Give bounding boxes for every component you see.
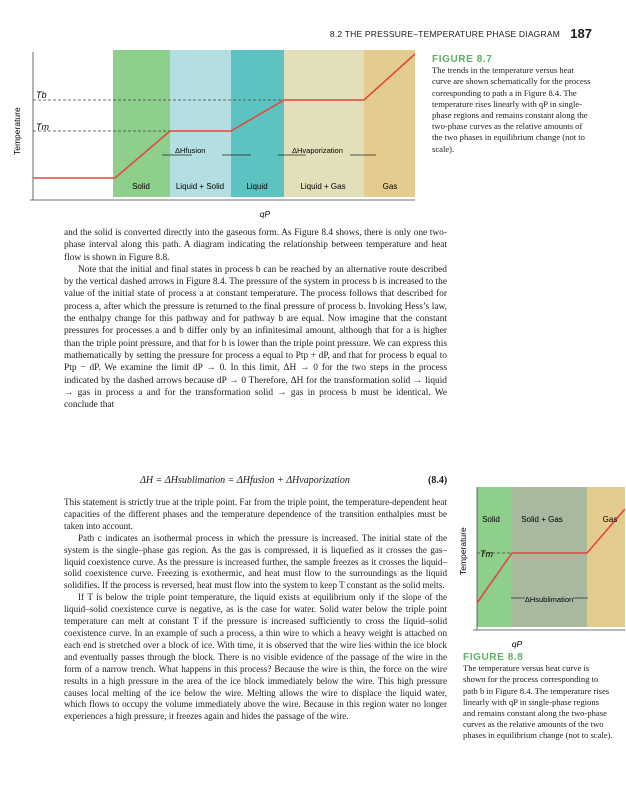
- figure-8-8: [455, 487, 625, 652]
- fig87-label-solid: Solid: [132, 182, 150, 191]
- fig87-y-label: Temperature: [12, 107, 22, 155]
- equation-8-4: ΔH = ΔHsublimation = ΔHfusion + ΔHvaporization: [140, 475, 350, 486]
- header-title: 8.2 THE PRESSURE–TEMPERATURE PHASE DIAGRAM: [329, 29, 560, 39]
- figure-8-7: [10, 50, 415, 225]
- fig87-label-liquid-solid: Liquid + Solid: [175, 182, 225, 191]
- region-gas-bg: [364, 50, 415, 197]
- fig87-dh-vaporization: ΔHvaporization: [292, 146, 343, 155]
- body-text-upper: [64, 227, 447, 411]
- fig88-regions: [477, 487, 625, 627]
- region-liquid-solid-bg: [170, 50, 231, 197]
- fig88-region-gas-bg: [587, 487, 625, 627]
- fig88-tick-tm: Tm: [480, 549, 493, 559]
- fig87-tick-tb: Tb: [36, 90, 47, 100]
- fig88-region-solid-gas-bg: [512, 487, 587, 627]
- fig87-label-liquid: Liquid: [246, 182, 268, 191]
- fig87-x-label: qP: [259, 209, 271, 219]
- paragraph-5: If T is below the triple point temperature, the liquid exists at equilibrium only if the slope of the liquid–solid coexistence curve is negative, as is the case for water. Solid water below the triple point temperature can melt at constant T if the pressure is increased sufficiently to cross the liquid–solid coexistence curve. In an example of such a process, a thin wire to which a heavy weight is attached on each end is stretched over a block of ice. With time, it is observed that the wire lies within the ice block and eventually passes through the block. There is no visible evidence of the passage of the wire in the form of a narrow trench. What happens in this process? Because the wire is thin, the force on the wire results in a high pressure in the area of the ice block immediately below the wire. This high pressure causes local melting of the ice below the wire. Melting allows the wire to displace the liquid water, which flows to occupy the volume immediately above the wire. Because in this region water no longer experiences a high pressure, it freezes again and hides the passage of the wire.: [64, 592, 447, 722]
- fig87-regions: [113, 50, 415, 197]
- fig88-x-label: qP: [511, 639, 523, 649]
- page-number: 187: [570, 26, 592, 41]
- fig88-caption-text: The temperature versus heat curve is shown for the process corresponding to path b in Figure 8.4. The temperature rises linearly with qP in single-phase regions and remains constant along the two-phase curves as the relative amounts of the two phases in equilibrium change (not to scale).: [463, 663, 613, 741]
- region-solid-bg: [113, 50, 170, 197]
- fig88-y-label: Temperature: [458, 527, 468, 575]
- fig87-label-liquid-gas: Liquid + Gas: [300, 182, 346, 191]
- fig87-tick-tm: Tm: [36, 122, 49, 132]
- fig88-dh-sublimation: ΔHsublimation: [524, 595, 574, 604]
- fig88-label-solid-gas: Solid + Gas: [521, 515, 563, 524]
- paragraph-1: and the solid is converted directly into the gaseous form. As Figure 8.4 shows, there is only one two-phase interval along this path. A diagram indicating the relationship between temperature and heat flow is shown in Figure 8.8.: [64, 228, 447, 263]
- paragraph-4: Path c indicates an isothermal process in which the pressure is increased. The initial state of the system is the single–phase gas region. As the gas is compressed, it is liquefied as it crosses the gas–liquid coexistence curve. As the pressure is increased further, the sample freezes as it crosses the liquid–solid coexistence curve. Freezing is exothermic, and heat must flow to the surroundings as the liquid solidifies. If the process is reversed, heat must flow into the system to keep T constant as the solid melts.: [64, 532, 447, 591]
- fig87-dh-fusion: ΔHfusion: [175, 146, 206, 155]
- fig88-caption-title: FIGURE 8.8: [463, 652, 524, 663]
- paragraph-2: Note that the initial and final states in process b can be reached by an alternative route described by the vertical dashed arrows in Figure 8.4. The pressure of the system in process b is increased to the value of the initial state of process a at constant temperature. The process follows that described for process a, after which the pressure is returned to the final pressure of process b. Invoking Hess’s law, the enthalpy change for this pathway and for pathway b are equal. Now imagine that the constant pressures for processes a and b differ only by an infinitesimal amount, although that for a is higher than the triple point pressure, and that for b is lower than the triple point pressure. We can express this mathematically by setting the pressure for process a equal to Ptp + dP, and that for process b equal to Ptp − dP. We examine the limit dP → 0. In this limit, ΔH → 0 for the two steps in the process indicated by the dashed arrows because dP → 0 Therefore, ΔH for the transformation solid → liquid → gas in process a and for the transformation solid → gas in process b must be identical. We conclude that: [64, 264, 447, 411]
- fig87-caption-title: FIGURE 8.7: [432, 54, 493, 65]
- body-text-lower: [64, 497, 447, 723]
- equation-number: (8.4): [428, 475, 448, 486]
- fig87-caption: [432, 54, 592, 155]
- fig87-caption-text: The trends in the temperature versus heat curve are shown schematically for the process corresponding to path a in Figure 8.4. The temperature rises linearly with qP in single-phase regions and remains constant along the two-phase curves as the relative amounts of the two phases in equilibrium change (not to scale).: [432, 65, 591, 154]
- running-header: [0, 28, 626, 42]
- fig87-label-gas: Gas: [382, 182, 398, 191]
- paragraph-3: This statement is strictly true at the triple point. Far from the triple point, the temperature-dependent heat capacities of the different phases and the temperature dependence of the transition enthalpies must be taken into account.: [64, 497, 447, 531]
- fig88-caption: [463, 652, 613, 742]
- fig88-label-solid: Solid: [482, 515, 500, 524]
- fig88-label-gas: Gas: [602, 515, 618, 524]
- region-liquid-gas-bg: [284, 50, 364, 197]
- region-liquid-bg: [231, 50, 284, 197]
